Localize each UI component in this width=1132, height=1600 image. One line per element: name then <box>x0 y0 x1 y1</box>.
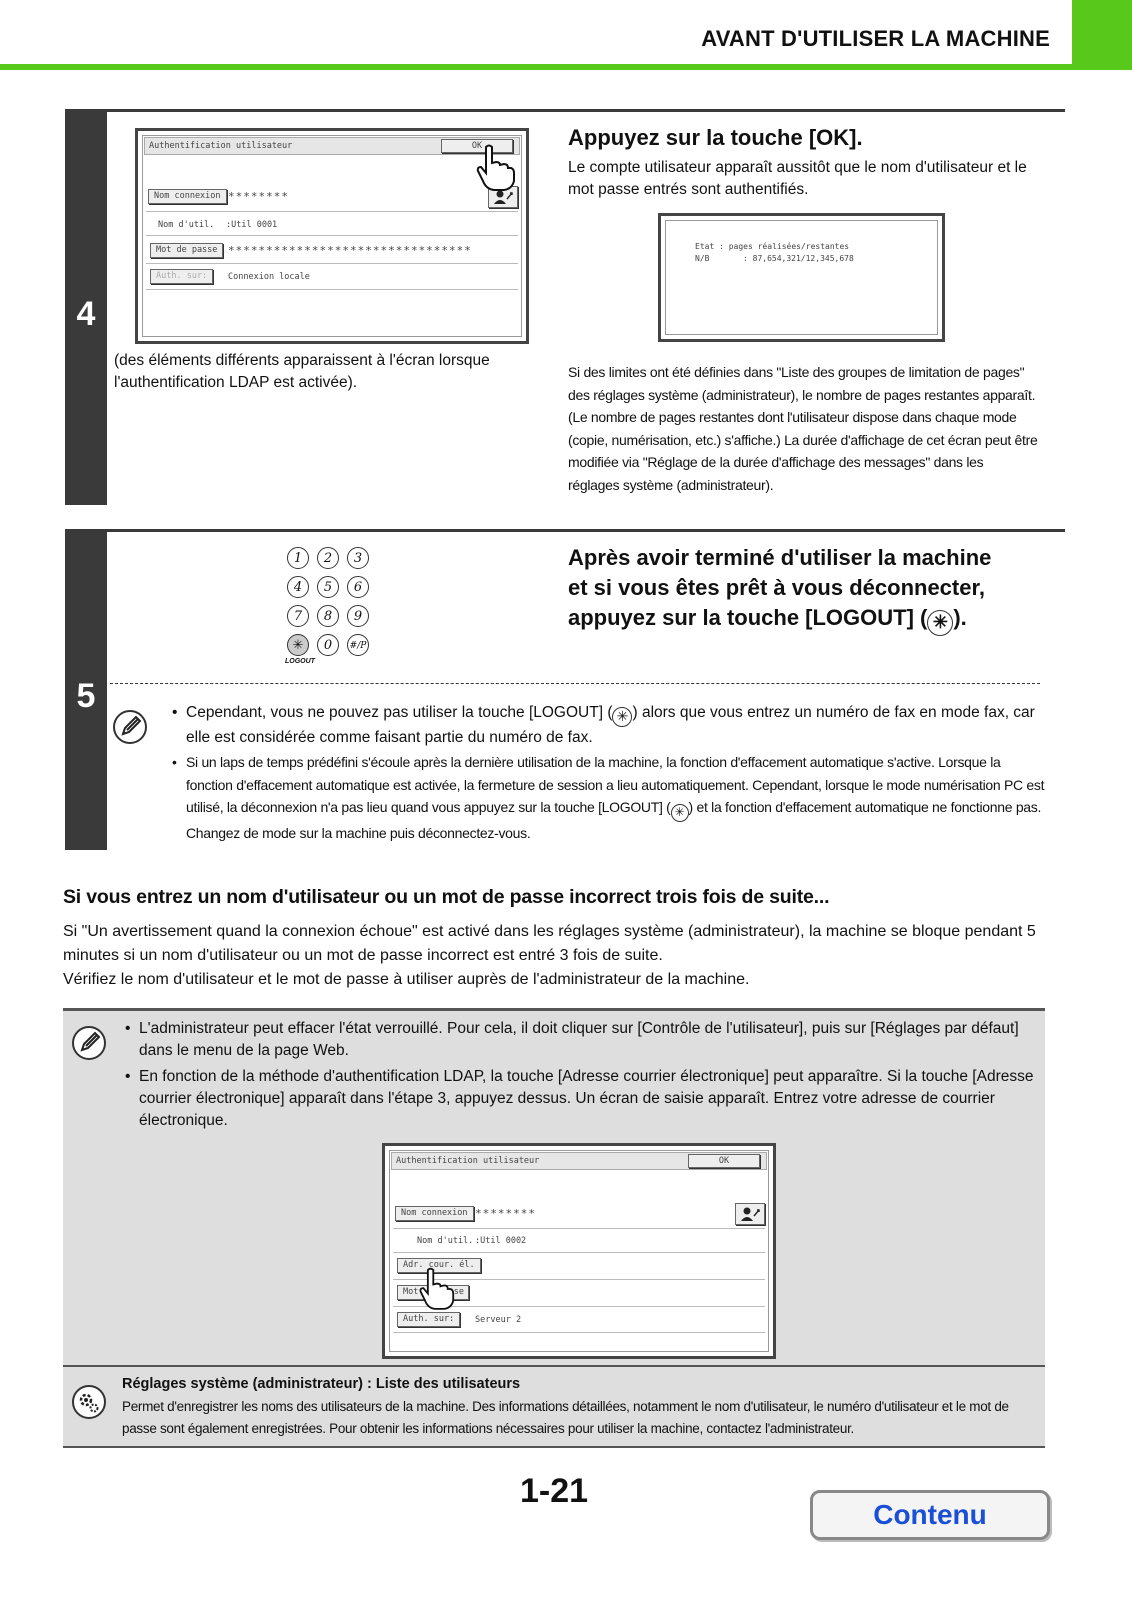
settings-text: Permet d'enregistrer les noms des utilisateurs de la machine. Des informations détaillées, notamment le nom d'utilisateur, le numéro d'utilisateur et le mot de passe sont également enregistrées. Pour obtenir les informations nécessaires pour utiliser la machine, contactez l'administrateur. <box>122 1399 1009 1436</box>
key-4[interactable]: 4 <box>287 576 309 598</box>
note-box-divider <box>63 1365 1045 1367</box>
key-9[interactable]: 9 <box>347 605 369 627</box>
step-5-heading-line1: Après avoir terminé d'utiliser la machine <box>568 545 992 570</box>
step-5-bullet-2-a: Si un laps de temps prédéfini s'écoule après la dernière utilisation de la machine, la fonction d'effacement automatique s'active. Lorsque la fonction d'effacement automatique est activée, la fermeture de session a lieu automatiquement. Cependant, lorsque le mode numérisation PC est utilisé, la déconnexion n'a pas lieu quand vous appuyez sur la touche [LOGOUT] ( <box>186 754 1045 815</box>
key-5[interactable]: 5 <box>317 576 339 598</box>
login-screen <box>135 128 529 344</box>
password-button[interactable]: Mot de passe <box>150 243 223 258</box>
incorrect-paragraph-2: Vérifiez le nom d'utilisateur et le mot de passe à utiliser auprès de l'administrateur de la machine. <box>63 971 750 988</box>
step-4-heading: Appuyez sur la touche [OK]. <box>568 125 863 150</box>
key-3[interactable]: 3 <box>347 547 369 569</box>
logout-key[interactable]: ✳ <box>287 634 309 656</box>
key-8[interactable]: 8 <box>317 605 339 627</box>
pointing-hand-icon <box>417 1266 455 1312</box>
login-screen-title: Authentification utilisateur <box>149 141 293 151</box>
step-5-top-rule <box>65 529 1065 532</box>
logout-key-label: LOGOUT <box>285 658 315 665</box>
key-7[interactable]: 7 <box>287 605 309 627</box>
step-5-bullet-2 <box>172 751 1048 845</box>
user-name-label: Nom d'util. <box>158 220 215 230</box>
auth-server-value: Connexion locale <box>228 272 310 282</box>
note-box-top-rule <box>63 1008 1045 1011</box>
key-0[interactable]: 0 <box>317 634 339 656</box>
user-name-value: :Util 0002 <box>475 1236 527 1246</box>
password-button-label-b: se <box>453 1287 464 1297</box>
page-count-line1: Etat : pages réalisées/restantes <box>695 242 850 251</box>
ok-button[interactable]: OK <box>688 1154 760 1168</box>
incorrect-paragraph-1: Si "Un avertissement quand la connexion échoue" est activé dans les réglages système (administrateur), la machine se bloque pendant 5 minutes si un nom d'utilisateur ou un mot de passe incorrect est entré 3 fois de suite. <box>63 923 1036 964</box>
login-screen-titlebar <box>144 137 520 155</box>
step-5-heading-line2: et si vous êtes prêt à vous déconnecter, <box>568 575 985 600</box>
password-button-label-a: Mot <box>403 1287 419 1297</box>
settings-title: Réglages système (administrateur) : Liste des utilisateurs <box>122 1376 521 1392</box>
login-name-value: ******** <box>475 1207 536 1220</box>
ldap-screen-titlebar <box>391 1152 767 1170</box>
step-4-caption: (des éléments différents apparaissent à l'écran lorsque l'authentification LDAP est activée). <box>114 352 490 391</box>
section-title: AVANT D'UTILISER LA MACHINE <box>701 26 1050 51</box>
limit-note: Si des limites ont été définies dans "Liste des groupes de limitation de pages" des réglages système (administrateur), le nombre de pages restantes apparaît. (Le nombre de pages restantes dont l'utilisateur dispose dans chaque mode (copie, numérisation, etc.) s'affiche.) La durée d'affichage de cet écran peut être modifiée via "Réglage de la durée d'affichage des messages" dans les réglages système (administrateur). <box>568 364 1038 493</box>
page-number: 1-21 <box>520 1472 589 1510</box>
login-name-value: ******** <box>228 190 289 203</box>
note-bullet-2: • En fonction de la méthode d'authentification LDAP, la touche [Adresse courrier électronique] peut apparaître. Si la touche [Adresse courrier électronique] apparaît dans l'étape 3, appuyez dessus. Un écran de saisie apparaît. Entrez votre adresse de courrier électronique. <box>125 1066 1051 1132</box>
key-2[interactable]: 2 <box>317 547 339 569</box>
auth-server-button[interactable]: Auth. sur: <box>150 269 213 284</box>
step-5-heading-line3-b: ). <box>953 605 967 630</box>
step-5-bullet-1 <box>172 702 1046 749</box>
contents-button[interactable]: Contenu <box>810 1490 1050 1540</box>
step-5-bullet-1-b: ) alors que vous entrez un numéro de fax en mode fax, car elle est considérée comme faisant partie du numéro de fax. <box>186 704 1035 746</box>
note-pencil-icon <box>113 710 147 744</box>
page-count-value: : 87,654,321/12,345,678 <box>743 254 854 263</box>
step-5-bar <box>65 529 107 850</box>
step-4-number: 4 <box>76 295 96 333</box>
note-pencil-icon <box>72 1026 106 1060</box>
auth-server-button[interactable]: Auth. sur: <box>397 1312 460 1327</box>
password-value: ******************************** <box>228 244 472 257</box>
step-4-description: Le compte utilisateur apparaît aussitôt que le nom d'utilisateur et le mot passe entrés sont authentifiés. <box>568 159 1027 198</box>
login-name-button[interactable]: Nom connexion <box>395 1206 474 1221</box>
user-list-button[interactable] <box>735 1203 765 1225</box>
auth-server-value: Serveur 2 <box>475 1315 522 1325</box>
step-4-top-rule <box>65 109 1065 112</box>
key-1[interactable]: 1 <box>287 547 309 569</box>
header-accent-line <box>0 64 1132 70</box>
note-bullet-1: • L'administrateur peut effacer l'état verrouillé. Pour cela, il doit cliquer sur [Contrôle de l'utilisateur], puis sur [Réglages par défaut] dans le menu de la page Web. <box>125 1018 1051 1062</box>
step-5-bullet-1-a: Cependant, vous ne pouvez pas utiliser la touche [LOGOUT] ( <box>186 704 613 721</box>
key-6[interactable]: 6 <box>347 576 369 598</box>
logout-key-icon: ✳ <box>927 610 953 636</box>
header-accent-block <box>1072 0 1132 68</box>
ldap-login-screen <box>382 1143 776 1359</box>
note-box-bottom-rule <box>63 1446 1045 1448</box>
step-5-heading-line3-a: appuyez sur la touche [LOGOUT] ( <box>568 605 928 630</box>
step-4-bar <box>65 109 107 505</box>
ldap-screen-title: Authentification utilisateur <box>396 1156 540 1166</box>
step-5-heading-line3 <box>568 603 967 636</box>
user-name-value: :Util 0001 <box>226 220 278 230</box>
logout-key-icon: ✳ <box>671 804 689 822</box>
logout-key-icon: ✳ <box>612 707 632 727</box>
incorrect-heading: Si vous entrez un nom d'utilisateur ou un mot de passe incorrect trois fois de suite... <box>63 886 830 908</box>
pointing-hand-icon <box>474 143 516 193</box>
login-name-button[interactable]: Nom connexion <box>148 189 227 204</box>
user-name-label: Nom d'util. <box>417 1236 474 1246</box>
page-count-label: N/B <box>695 254 710 263</box>
email-address-button[interactable]: Adr. cour. él. <box>397 1258 481 1273</box>
step-5-bullet-2-b: ) et la fonction d'effacement automatique ne fonctionne pas. Changez de mode sur la machine puis déconnectez-vous. <box>186 799 1042 841</box>
key-hash-p[interactable]: #/P <box>347 634 369 656</box>
step-5-number: 5 <box>76 677 96 715</box>
ok-button[interactable]: OK <box>441 139 513 153</box>
page-count-screen <box>658 213 945 342</box>
user-icon <box>736 1204 764 1224</box>
step-5-divider <box>110 683 1040 684</box>
settings-gear-icon <box>72 1385 106 1419</box>
